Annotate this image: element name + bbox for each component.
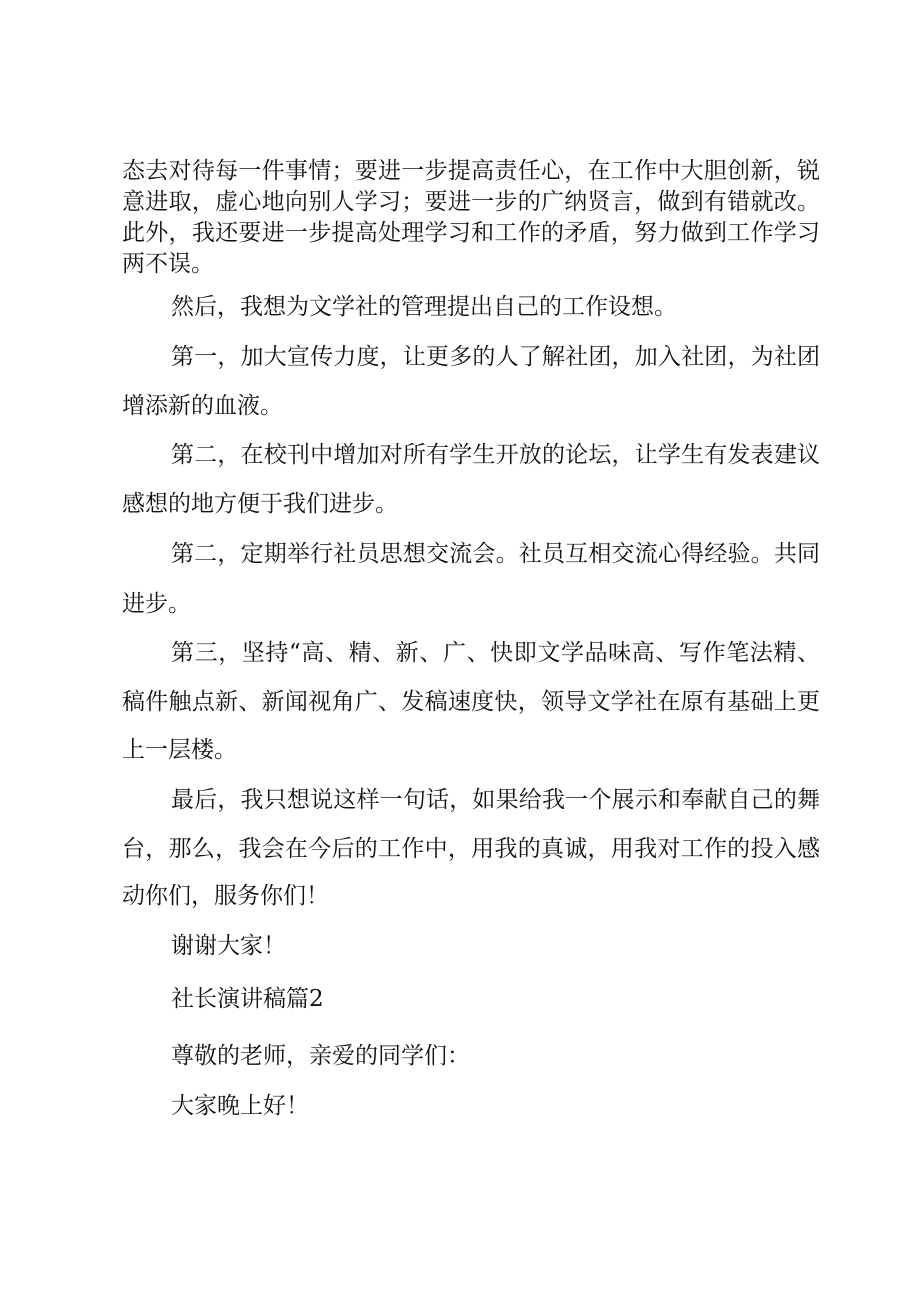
text-line-8: 第二，在校刊中增加对所有学生开放的论坛，让学生有发表建议 <box>171 442 820 468</box>
text-line-5: 然后，我想为文学社的管理提出自己的工作设想。 <box>171 294 677 320</box>
text-line-13: 稿件触点新、新闻视角广、发稿速度快，领导文学社在原有基础上更 <box>122 689 820 715</box>
text-line-9: 感想的地方便于我们进步。 <box>122 491 398 517</box>
text-line-16: 台，那么，我会在今后的工作中，用我的真诚，用我对工作的投入感 <box>122 836 820 862</box>
text-line-12: 第三，坚持“高、精、新、广、快即文学品味高、写作笔法精、 <box>171 640 820 666</box>
text-line-18: 谢谢大家！ <box>171 933 286 959</box>
text-line-7: 增添新的血液。 <box>122 393 283 419</box>
text-line-1: 态去对待每一件事情；要进一步提高责任心，在工作中大胆创新，锐 <box>122 158 820 184</box>
text-line-14: 上一层楼。 <box>122 737 237 763</box>
text-line-3: 此外，我还要进一步提高处理学习和工作的矛盾，努力做到工作学习 <box>122 220 820 246</box>
text-line-15: 最后，我只想说这样一句话，如果给我一个展示和奉献自己的舞 <box>171 787 820 813</box>
text-line-11: 进步。 <box>122 591 191 617</box>
text-line-4: 两不误。 <box>122 251 214 277</box>
text-line-21: 大家晚上好！ <box>171 1093 309 1119</box>
text-line-20: 尊敬的老师，亲爱的同学们： <box>171 1043 470 1069</box>
text-line-2: 意进取，虚心地向别人学习；要进一步的广纳贤言，做到有错就改。 <box>122 189 820 215</box>
text-line-17: 动你们，服务你们！ <box>122 883 329 909</box>
section-heading: 社长演讲稿篇2 <box>171 986 324 1012</box>
text-line-10: 第二，定期举行社员思想交流会。社员互相交流心得经验。共同 <box>171 541 820 567</box>
text-line-6: 第一，加大宣传力度，让更多的人了解社团，加入社团，为社团 <box>171 344 820 370</box>
